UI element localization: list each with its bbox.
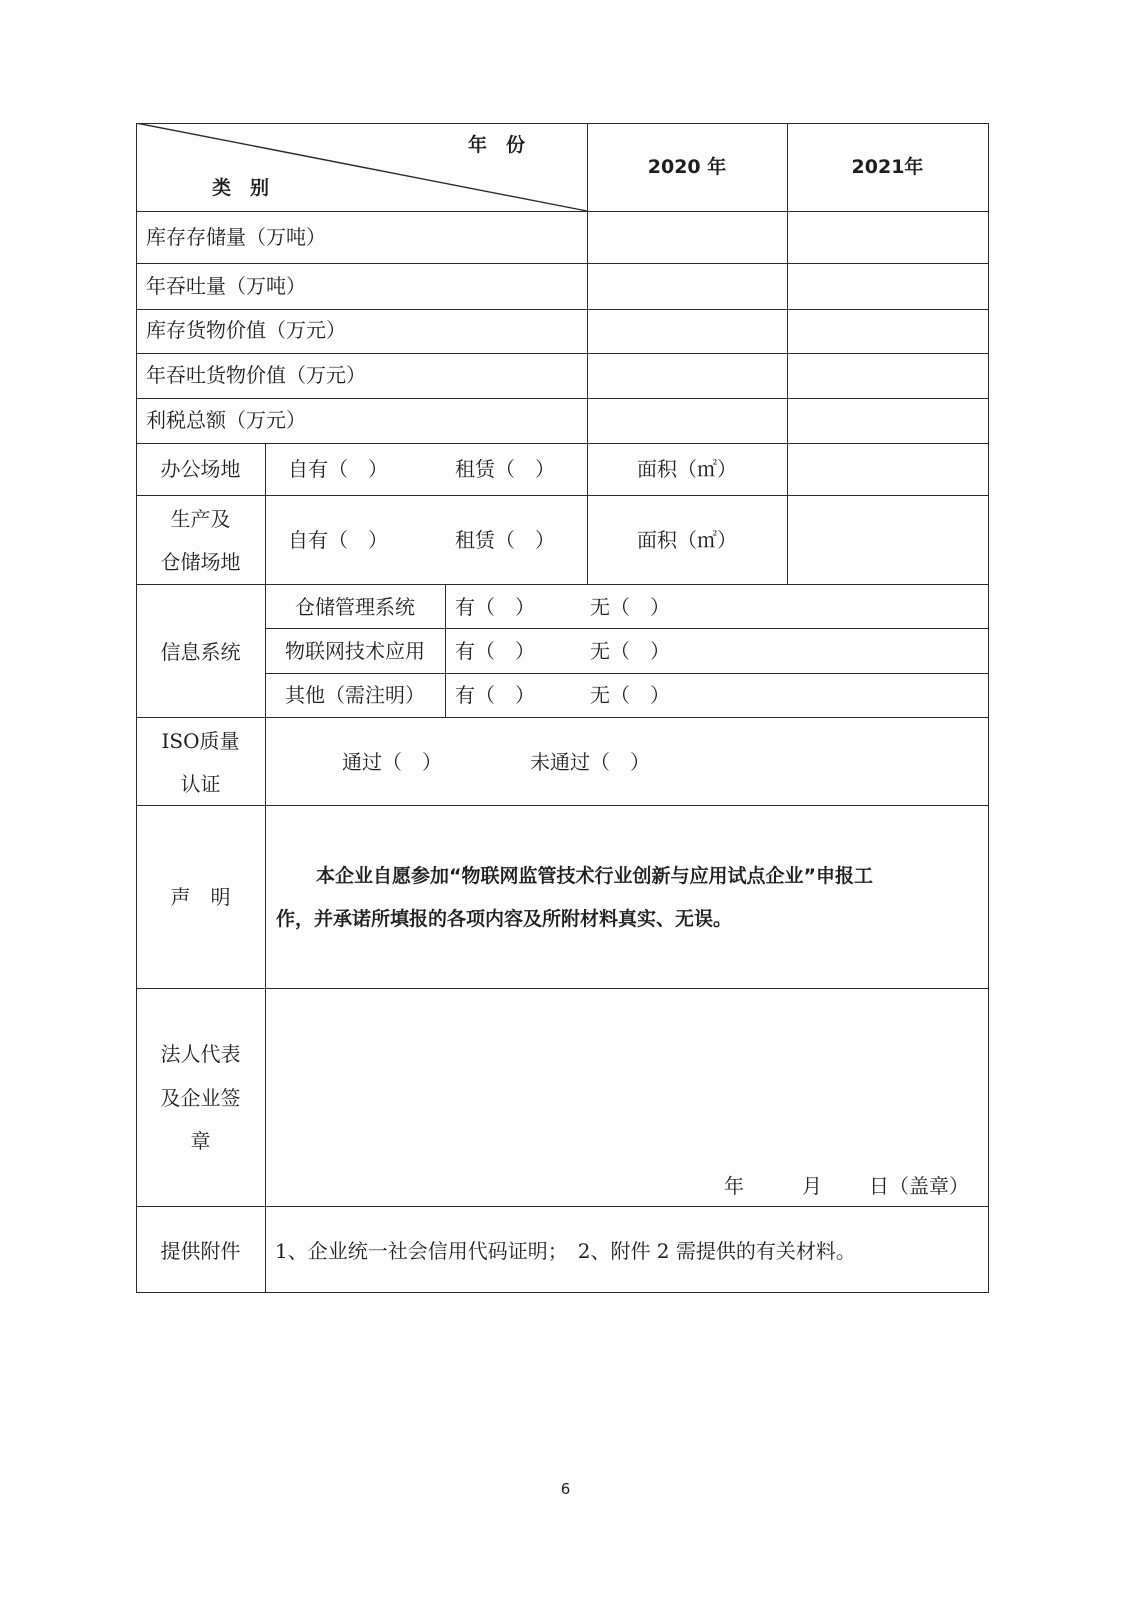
row-divider — [136, 495, 989, 496]
row-divider — [136, 717, 989, 718]
info-system-other-no[interactable]: 无（ ） — [590, 683, 670, 707]
table-border-top — [136, 123, 989, 124]
metric-label-storage: 库存存储量（万吨） — [146, 225, 326, 249]
site-office-lease[interactable]: 租赁（ ） — [455, 457, 555, 481]
metric-value-tax-2020[interactable] — [589, 400, 786, 442]
info-system-wms-no[interactable]: 无（ ） — [590, 595, 670, 619]
metric-label-throughput: 年吞吐量（万吨） — [146, 274, 306, 298]
declaration-text-line2: 作，并承诺所填报的各项内容及所附材料真实、无误。 — [276, 908, 733, 930]
site-warehouse-lease[interactable]: 租赁（ ） — [455, 528, 555, 552]
site-label-warehouse-line1: 生产及 — [170, 507, 231, 531]
col-divider — [587, 123, 588, 584]
metric-value-throughput-2021[interactable] — [789, 265, 987, 308]
signature-area[interactable] — [267, 990, 987, 1160]
col-divider — [265, 443, 266, 1293]
declaration-label: 声 明 — [170, 885, 231, 909]
table-border-left — [136, 123, 137, 1293]
row-divider — [136, 805, 989, 806]
signature-label-line1: 法人代表 — [160, 1042, 241, 1066]
col-divider — [445, 584, 446, 717]
site-label-office: 办公场地 — [160, 457, 241, 481]
metric-value-throughput-2020[interactable] — [589, 265, 786, 308]
site-office-area-label: 面积（㎡） — [637, 457, 737, 481]
metric-label-inventory-value: 库存货物价值（万元） — [146, 318, 346, 342]
table-border-right — [988, 123, 989, 1293]
metric-value-storage-2021[interactable] — [789, 213, 987, 262]
header-category-label: 类 别 — [212, 177, 270, 199]
info-system-item-wms: 仓储管理系统 — [295, 595, 415, 619]
metric-value-storage-2020[interactable] — [589, 213, 786, 262]
page-number: 6 — [560, 1480, 571, 1498]
iso-not-passed-option[interactable]: 未通过（ ） — [530, 750, 650, 774]
signature-date-year: 年 — [724, 1174, 744, 1198]
signature-date-day-seal: 日（盖章） — [869, 1174, 969, 1198]
col-divider — [787, 123, 788, 584]
site-office-area-value[interactable] — [789, 445, 987, 494]
iso-label-line1: ISO质量 — [161, 729, 240, 753]
metric-value-throughput-value-2021[interactable] — [789, 355, 987, 397]
row-divider — [136, 309, 989, 310]
site-warehouse-area-value[interactable] — [789, 497, 987, 583]
declaration-text-line1: 本企业自愿参加“物联网监管技术行业创新与应用试点企业”申报工 — [316, 865, 873, 887]
row-divider — [136, 263, 989, 264]
row-divider — [265, 628, 989, 629]
header-year-2020: 2020 年 — [647, 156, 727, 178]
info-system-wms-yes[interactable]: 有（ ） — [455, 595, 535, 619]
info-system-label: 信息系统 — [160, 640, 241, 664]
header-year-2021: 2021年 — [851, 156, 924, 178]
table-border-bottom — [136, 1292, 989, 1293]
row-divider — [136, 988, 989, 989]
signature-label-line2: 及企业签 — [160, 1086, 241, 1110]
row-divider — [265, 673, 989, 674]
metric-label-tax: 利税总额（万元） — [146, 408, 306, 432]
info-system-iot-no[interactable]: 无（ ） — [590, 639, 670, 663]
attachments-label: 提供附件 — [160, 1239, 241, 1263]
row-divider — [136, 443, 989, 444]
site-warehouse-area-label: 面积（㎡） — [637, 528, 737, 552]
signature-label-line3: 章 — [190, 1129, 211, 1153]
info-system-item-other: 其他（需注明） — [285, 683, 425, 707]
metric-value-tax-2021[interactable] — [789, 400, 987, 442]
info-system-iot-yes[interactable]: 有（ ） — [455, 639, 535, 663]
row-divider — [136, 584, 989, 585]
attachments-text: 1、企业统一社会信用代码证明； 2、附件 2 需提供的有关材料。 — [275, 1239, 856, 1263]
row-divider — [136, 353, 989, 354]
metric-label-throughput-value: 年吞吐货物价值（万元） — [146, 363, 366, 387]
row-divider — [136, 211, 989, 212]
row-divider — [136, 398, 989, 399]
metric-value-inventory-value-2021[interactable] — [789, 311, 987, 352]
metric-value-inventory-value-2020[interactable] — [589, 311, 786, 352]
site-office-own[interactable]: 自有（ ） — [288, 457, 388, 481]
info-system-item-iot: 物联网技术应用 — [285, 639, 425, 663]
iso-label-line2: 认证 — [180, 772, 221, 796]
info-system-other-yes[interactable]: 有（ ） — [455, 683, 535, 707]
signature-date-month: 月 — [802, 1174, 822, 1198]
site-warehouse-own[interactable]: 自有（ ） — [288, 528, 388, 552]
row-divider — [136, 1206, 989, 1207]
iso-passed-option[interactable]: 通过（ ） — [342, 750, 442, 774]
site-label-warehouse-line2: 仓储场地 — [160, 550, 241, 574]
metric-value-throughput-value-2020[interactable] — [589, 355, 786, 397]
header-year-label: 年 份 — [468, 134, 526, 156]
